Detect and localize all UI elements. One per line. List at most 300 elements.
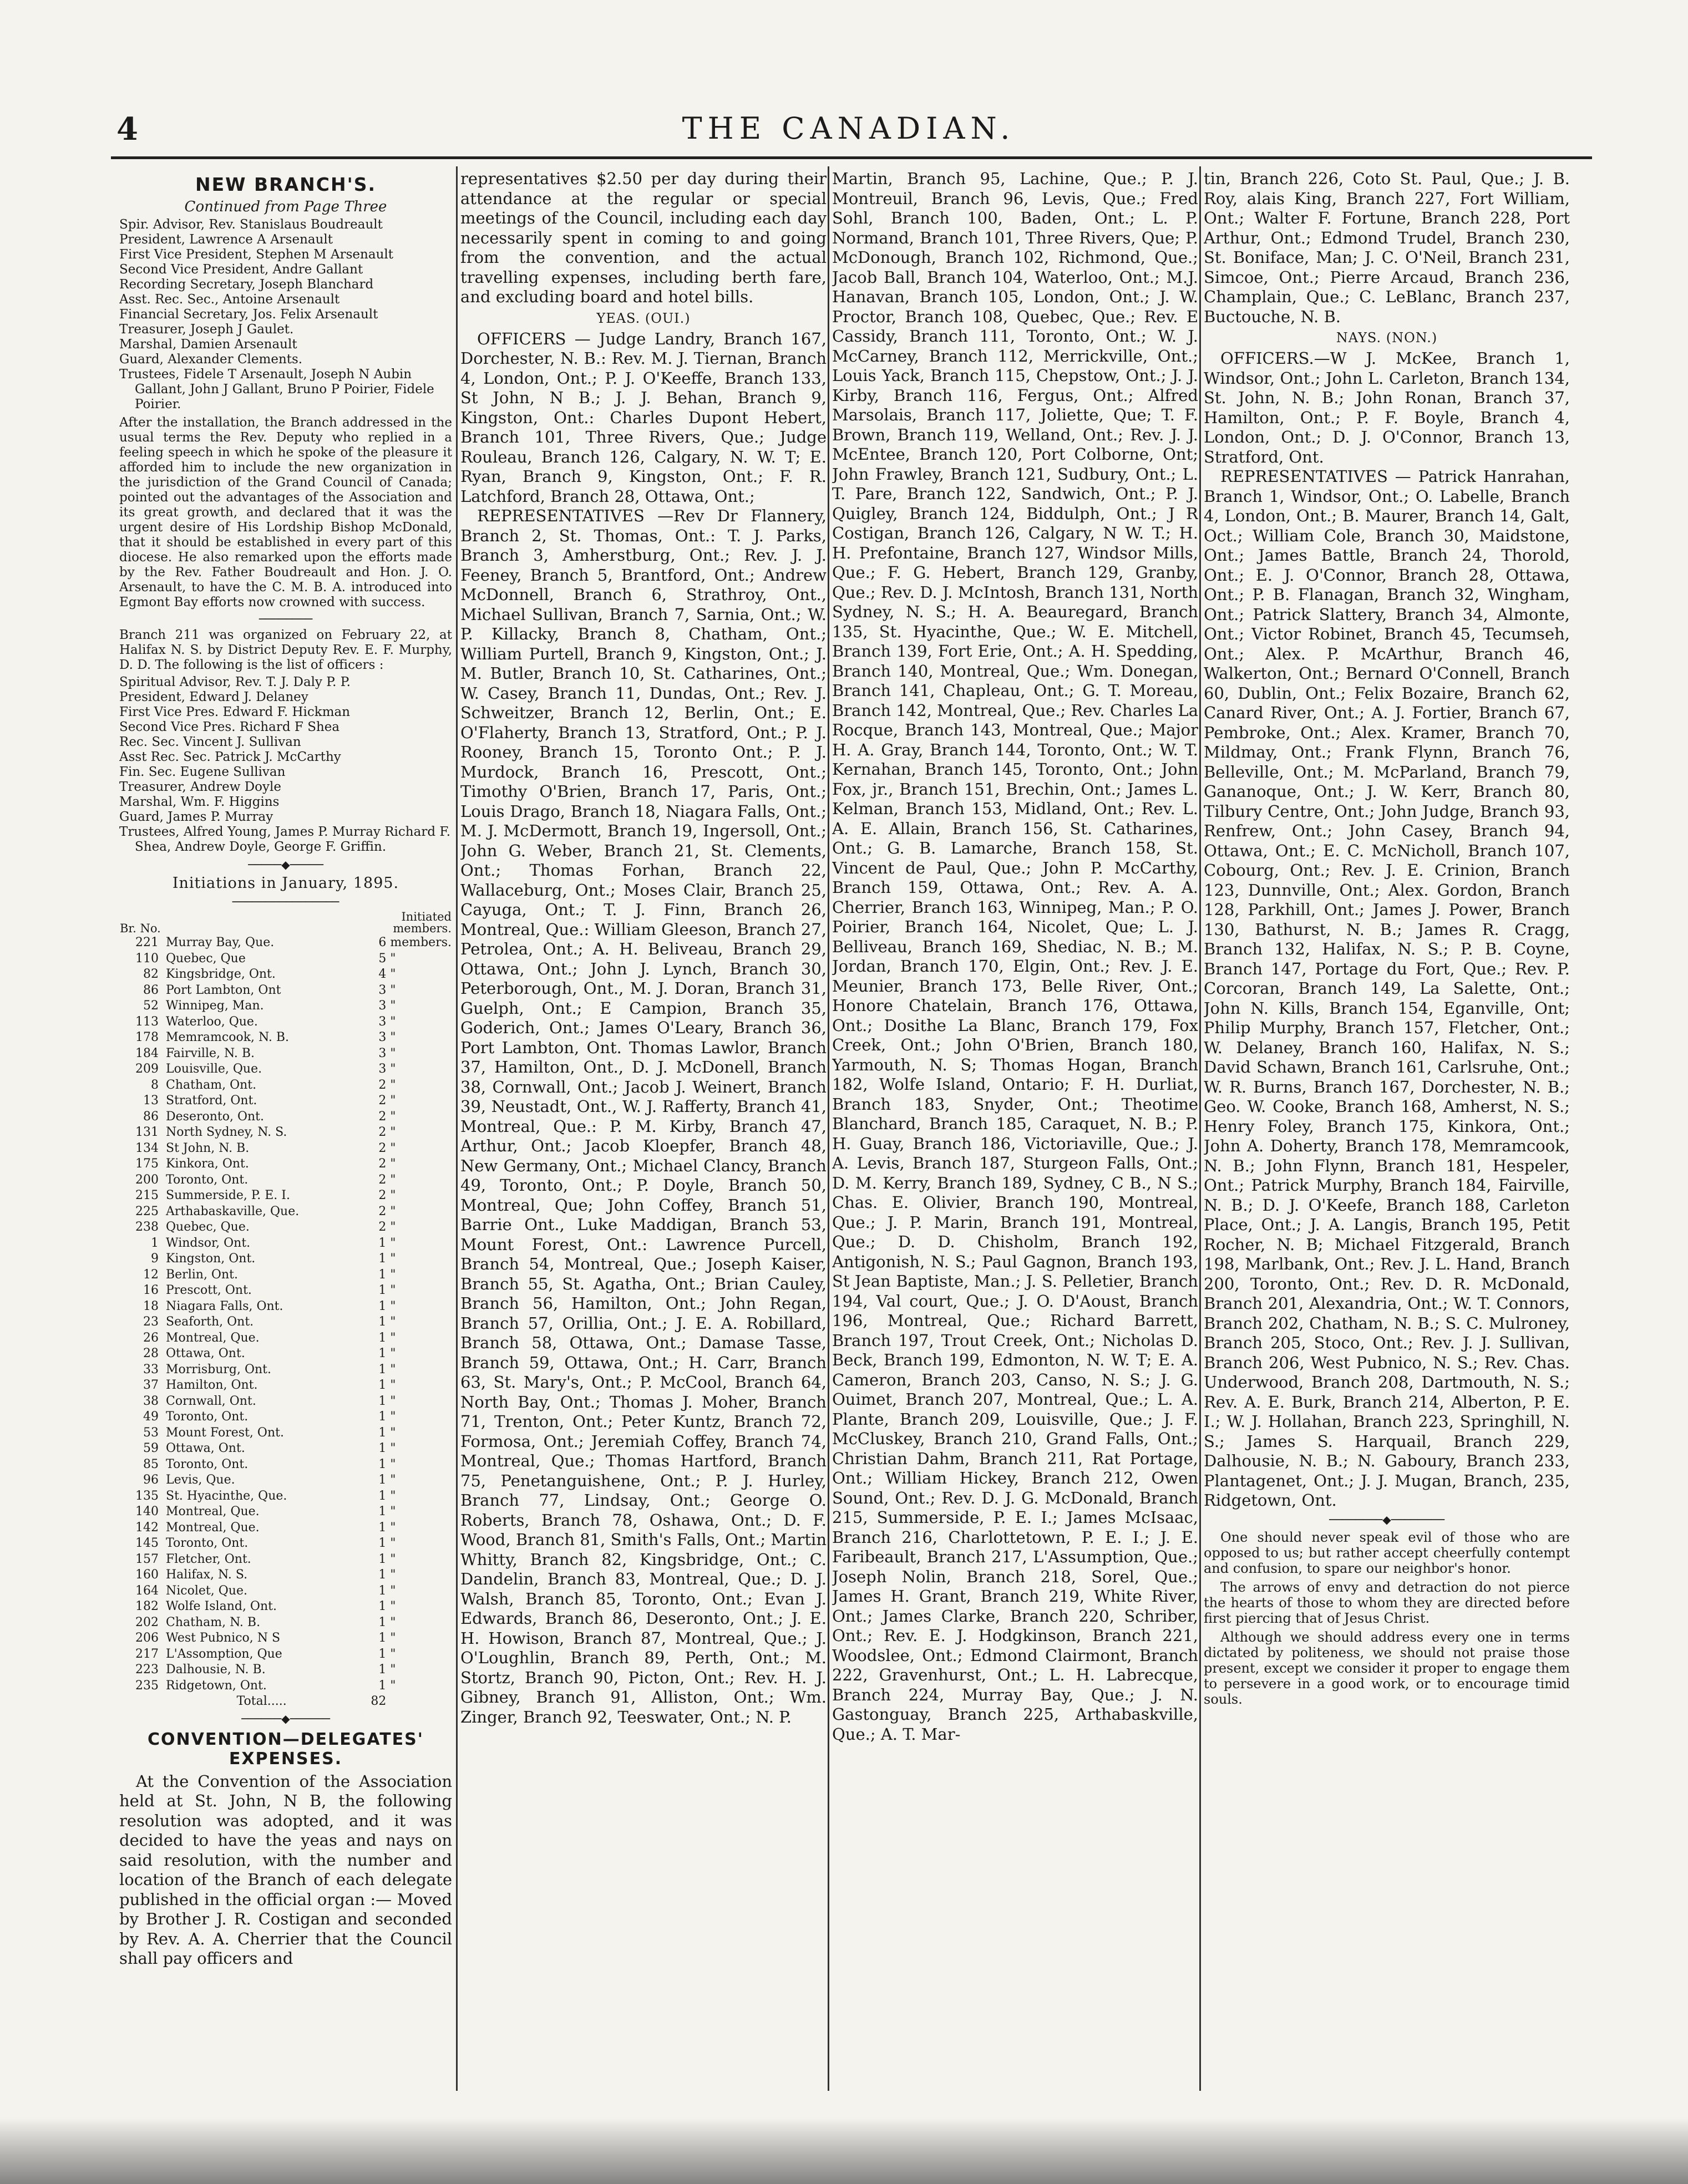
branch-location: North Sydney, N. S. — [166, 1125, 287, 1139]
branch-number: 82 — [143, 967, 159, 981]
total-value: 82 — [371, 1694, 387, 1708]
branch-number: 28 — [143, 1347, 159, 1360]
initiated-count: 1 — [378, 1631, 387, 1645]
count-unit: " — [390, 1157, 396, 1171]
total-label: Total..... — [236, 1694, 287, 1708]
initiated-count: 4 — [378, 967, 387, 981]
count-unit: " — [390, 1330, 396, 1345]
branch-number: 59 — [143, 1441, 159, 1455]
branch-number: 178 — [135, 1030, 159, 1044]
branch-number: 202 — [135, 1615, 159, 1629]
officer-entry: Spir. Advisor, Rev. Stanislaus Boudreault — [119, 217, 383, 232]
officer-entry: Asst Rec. Sec. Patrick J. McCarthy — [119, 750, 341, 764]
table-row — [119, 1647, 452, 1663]
table-row — [119, 1425, 452, 1441]
new-branches-heading: NEW BRANCH'S. — [195, 174, 376, 195]
branch-number: 26 — [143, 1330, 159, 1345]
branch-location: Dalhousie, N. B. — [166, 1663, 266, 1677]
branch-location: Quebec, Que — [166, 951, 246, 966]
initiated-count: 1 — [378, 1347, 387, 1360]
count-unit: " — [390, 1583, 396, 1598]
yeas-representatives-end: tin, Branch 226, Coto St. Paul, Que.; J. B. Roy, alais King, Branch 227, Fort William, Ont.; Walter F. Fortune, Branch 228, Port Arthur, Ont.; Edmond Trudel, Branch 230, St. Boniface, Man; J. C. O'Neil, Branch 231, Simcoe, Ont.; Pierre Arcaud, Branch 236, Champlain, Que.; C. LeBlanc, Branch 237, Buctouche, N. B. — [1204, 169, 1570, 326]
table-row — [119, 998, 452, 1014]
branch-number: 1 — [151, 1236, 159, 1250]
yeas-representatives: REPRESENTATIVES —Rev Dr Flannery, Branch 2, St. Thomas, Ont.: T. J. Parks, Branch 3, Amherstburg, Ont.; Rev. J. J. Feeney, Branch 5, Brantford, Ont.; Andrew McDonnell, Branch 6, Strathroy, Ont., Michael Sullivan, Branch 7, Sarnia, Ont.; W. P. Killacky, Branch 8, Chatham, Ont.; William Purtell, Branch 9, Kingston, Ont.; J. M. Butler, Branch 10, St. Catharines, Ont.; W. Casey, Branch 11, Dundas, Ont.; Rev. J. Schweitzer, Branch 12, Berlin, Ont.; E. O'Flaherty, Branch 13, Stratford, Ont.; P. J. Rooney, Branch 15, Toronto Ont.; P. J. Murdock, Branch 16, Prescott, Ont.; Timothy O'Brien, Branch 17, Paris, Ont.; Louis Drago, Branch 18, Niagara Falls, Ont.; M. J. McDermott, Branch 19, Ingersoll, Ont.; John G. Weber, Branch 21, St. Clements, Ont.; Thomas Forhan, Branch 22, Wallaceburg, Ont.; Moses Clair, Branch 25, Cayuga, Ont.; T. J. Finn, Branch 26, Montreal, Que.: William Gleeson, Branch 27, Petrolea, Ont.; A. H. Beliveau, Branch 29, Ottawa, Ont.; John J. Lynch, Branch 30, Peterborough, Ont., M. J. Doran, Branch 31, Guelph, Ont.; E Campion, Branch 35, Goderich, Ont.; James O'Leary, Branch 36, Port Lambton, Ont. Thomas Lawlor, Branch 37, Hamilton, Ont., D. J. McDonell, Branch 38, Cornwall, Ont.; Jacob J. Weinert, Branch 39, Neustadt, Ont., W. J. Rafferty, Branch 41, Montreal, Que.: P. M. Kirby, Branch 47, Arthur, Ont.; Jacob Kloepfer, Branch 48, New Germany, Ont.; Michael Clancy, Branch 49, Toronto, Ont.; P. Doyle, Branch 50, Montreal, Que; John Coffey, Branch 51, Barrie Ont., Luke Maddigan, Branch 53, Mount Forest, Ont.: Lawrence Purcell, Branch 54, Montreal, Que.; Joseph Kaiser, Branch 55, St. Agatha, Ont.; Brian Cauley, Branch 56, Hamilton, Ont.; John Regan, Branch 57, Orillia, Ont.; J. E. A. Robillard, Branch 58, Ottawa, Ont.; Damase Tasse, Branch 59, Ottawa, Ont.; H. Carr, Branch 63, St. Mary's, Ont.; P. McCool, Branch 64, North Bay, Ont.; Thomas J. Moher, Branch 71, Trenton, Ont.; Peter Kuntz, Branch 72, Formosa, Ont.; Jeremiah Coffey, Branch 74, Montreal, Que.; Thomas Hartford, Branch 75, Penetanguishene, Ont.; P. J. Hurley, Branch 77, Lindsay, Ont.; George O. Roberts, Branch 78, Oshawa, Ont.; D. F. Wood, Branch 81, Smith's Falls, Ont.; Martin Whitty, Branch 82, Kingsbridge, Ont.; C. Dandelin, Branch 83, Montreal, Que.; D. J. Walsh, Branch 85, Toronto, Ont.; Evan J. Edwards, Branch 86, Deseronto, Ont.; J. E. H. Howison, Branch 87, Montreal, Que.; J. O'Loughlin, Branch 89, Perth, Ont.; M. Stortz, Branch 90, Picton, Ont.; Rev. H. J. Gibney, Branch 91, Alliston, Ont.; Wm. Zinger, Branch 92, Teeswater, Ont.; N. P. — [460, 506, 827, 1726]
branch-location: Levis, Que. — [166, 1473, 235, 1487]
branch-number: 238 — [135, 1220, 159, 1234]
count-unit: " — [390, 1362, 396, 1377]
column-divider — [828, 166, 829, 2091]
table-row — [119, 1472, 452, 1489]
count-unit: " — [390, 1505, 396, 1518]
branch-location: Stratford, Ont. — [166, 1094, 257, 1108]
table-row — [119, 1299, 452, 1315]
initiated-count: 1 — [378, 1678, 387, 1693]
initiated-count: 1 — [378, 1552, 387, 1566]
initiated-count: 1 — [378, 1473, 387, 1487]
branch-number: 113 — [135, 1014, 159, 1029]
count-unit: " — [390, 1141, 396, 1155]
initiated-count: 1 — [378, 1394, 387, 1408]
table-row — [119, 1599, 452, 1615]
count-unit: " — [390, 1615, 396, 1629]
table-row — [119, 1583, 452, 1599]
table-row — [119, 1394, 452, 1410]
branch-number: 86 — [143, 1109, 159, 1124]
initiated-count: 2 — [378, 1172, 387, 1187]
branch-number: 52 — [143, 999, 159, 1013]
yeas-representatives-continued: Martin, Branch 95, Lachine, Que.; P. J. Montreuil, Branch 96, Levis, Que.; Fred Sohl, Branch 100, Baden, Ont.; L. P. Normand, Branch 101, Three Rivers, Que; P. McDonough, Branch 102, Richmond, Que.; Jacob Ball, Branch 104, Waterloo, Ont.; M.J. Hanavan, Branch 105, London, Ont.; J. W. Proctor, Branch 108, Quebec, Que.; Rev. E Cassidy, Branch 111, Toronto, Ont.; W. J. McCarney, Branch 112, Merrickville, Ont.; Louis Yack, Branch 115, Chepstow, Ont.; J. J. Kirby, Branch 116, Fergus, Ont.; Alfred Marsolais, Branch 117, Joliette, Que; T. F. Brown, Branch 119, Welland, Ont.; Rev. J. J. McEntee, Branch 120, Port Colborne, Ont; John Frawley, Branch 121, Sudbury, Ont.; L. T. Pare, Branch 122, Sandwich, Ont.; P. J. Quigley, Branch 124, Biddulph, Ont.; J R Costigan, Branch 126, Calgary, N W. T.; H. H. Prefontaine, Branch 127, Windsor Mills, Que.; F. G. Hebert, Branch 129, Granby, Que.; Rev. D. J. McIntosh, Branch 131, North Sydney, N. S.; H. A. Beauregard, Branch 135, St. Hyacinthe, Que.; W. E. Mitchell, Branch 139, Fort Erie, Ont.; A. H. Spedding, Branch 140, Montreal, Que.; Wm. Donegan, Branch 141, Chapleau, Ont.; G. T. Moreau, Branch 142, Montreal, Que.; Rev. Charles La Rocque, Branch 143, Montreal, Que.; Major H. A. Gray, Branch 144, Toronto, Ont.; W. T. Kernahan, Branch 145, Toronto, Ont.; John Fox, jr., Branch 151, Brechin, Ont.; James L. Kelman, Branch 153, Midland, Ont.; Rev. L. A. E. Allain, Branch 156, St. Catharines, Ont.; G. B. Lamarche, Branch 158, St. Vincent de Paul, Que.; John P. McCarthy, Branch 159, Ottawa, Ont.; Rev. A. A. Cherrier, Branch 163, Winnipeg, Man.; P. O. Poirier, Branch 164, Nicolet, Que; L. J. Belliveau, Branch 169, Shediac, N. B.; M. Jordan, Branch 170, Elgin, Ont.; Rev. J. E. Meunier, Branch 173, Belle River, Ont.; Honore Chatelain, Branch 176, Ottawa, Ont.; Dosithe La Blanc, Branch 179, Fox Creek, Ont.; John O'Brien, Branch 180, Yarmouth, N. S; Thomas Hogan, Branch 182, Wolfe Island, Ontario; F. H. Durliat, Branch 183, Snyder, Ont.; Theotime Blanchard, Branch 185, Caraquet, N. B.; P. H. Guay, Branch 186, Victoriaville, Que.; J. A. Levis, Branch 187, Sturgeon Falls, Ont.; D. M. Kerry, Branch 189, Sydney, C B., N S.; Chas. E. Olivier, Branch 190, Montreal, Que.; J. P. Marin, Branch 191, Montreal, Que.; D. D. Chisholm, Branch 192, Antigonish, N. S.; Paul Gagnon, Branch 193, St Jean Baptiste, Man.; J. S. Pelletier, Branch 194, Val court, Que.; J. O. D'Aoust, Branch 196, Montreal, Que.; Richard Barrett, Branch 197, Trout Creek, Ont.; Nicholas D. Beck, Branch 199, Edmonton, N. W. T; E. A. Cameron, Branch 203, Canso, N. S.; J. G. Ouimet, Branch 207, Montreal, Que.; L. A. Plante, Branch 209, Louisville, Que.; J. F. McCluskey, Branch 210, Grand Falls, Ont.; Christian Dahm, Branch 211, Rat Portage, Ont.; William Hickey, Branch 212, Owen Sound, Ont.; Rev. D. J. G. McDonald, Branch 215, Summerside, P. E. I.; James McIsaac, Branch 216, Charlottetown, P. E. I.; J. E. Faribeault, Branch 217, L'Assumption, Que.; Joseph Nolin, Branch 218, Sorel, Que.; James H. Grant, Branch 219, White River, Ont.; James Clarke, Branch 220, Schriber, Ont.; Rev. E. J. Hodgkinson, Branch 221, Woodslee, Ont.; Edmond Clairmont, Branch 222, Gravenhurst, Ont.; L. H. Labrecque, Branch 224, Murray Bay, Que.; J. N. Gastonguay, Branch 225, Arthabaskville, Que.; A. T. Mar- — [832, 169, 1198, 1744]
count-unit: " — [390, 1678, 396, 1693]
table-row — [119, 1061, 452, 1078]
count-unit: " — [390, 1220, 396, 1234]
branch-location: Kinkora, Ont. — [166, 1157, 249, 1171]
branch-number: 206 — [135, 1631, 159, 1645]
separator: ────────◆──────── — [1329, 1512, 1445, 1526]
branch-location: Ottawa, Ont. — [166, 1347, 245, 1360]
initiated-count: 1 — [378, 1283, 387, 1297]
table-row — [119, 1536, 452, 1552]
branch-location: Fairville, N. B. — [166, 1046, 255, 1060]
officer-entry: Trustees, Fidele T Arsenault, Joseph N Aubin Gallant, John J Gallant, Bruno P Poirier, Fidele Poirier. — [119, 367, 434, 412]
initiated-count: 2 — [378, 1094, 387, 1108]
table-row — [119, 1457, 452, 1473]
count-unit: members. — [390, 936, 452, 949]
initiated-count: 1 — [378, 1615, 387, 1629]
count-unit: " — [390, 1172, 396, 1187]
table-row — [119, 1078, 452, 1094]
convention-text: At the Convention of the Association held at St. John, N B, the following resolution was adopted, and it was decided to have the yeas and nays on said resolution, with the number and location of the Branch of each delegate published in the official organ :— Moved by Brother J. R. Costigan and seconded by Rev. A. A. Cherrier that the Council shall pay officers and — [119, 1771, 452, 1968]
count-unit: " — [390, 1252, 396, 1266]
header-rule — [111, 156, 1592, 159]
count-unit: " — [390, 1125, 396, 1139]
branch-location: Kingston, Ont. — [166, 1252, 256, 1266]
branch-number: 175 — [135, 1157, 159, 1171]
branch-location: Memramcook, N. B. — [166, 1030, 290, 1044]
branch-number: 221 — [135, 936, 159, 949]
branch-location: Murray Bay, Que. — [166, 936, 275, 949]
count-unit: " — [390, 967, 396, 981]
branch-location: Montreal, Que. — [166, 1505, 260, 1518]
branch-number: 164 — [135, 1583, 159, 1598]
initiated-count: 1 — [378, 1362, 387, 1377]
initiated-count: 1 — [378, 1425, 387, 1440]
branch-number: 182 — [135, 1599, 159, 1613]
branch-number: 225 — [135, 1204, 159, 1218]
yeas-officers: OFFICERS — Judge Landry, Branch 167, Dorchester, N. B.: Rev. M. J. Tiernan, Branch 4, London, Ont.; P. J. O'Keeffe, Branch 133, St John, N B.; J. J. Behan, Branch 9, Kingston, Ont.: Charles Dupont Hebert, Branch 101, Three Rivers, Que.; Judge Rouleau, Branch 126, Calgary, N. W. T; E. Ryan, Branch 9, Kingston, Ont.; F. R. Latchford, Branch 28, Ottawa, Ont.; — [460, 329, 827, 506]
branch-location: Prescott, Ont. — [166, 1283, 252, 1297]
separator: ──────── — [258, 612, 313, 626]
count-unit: " — [390, 999, 396, 1013]
yeas-heading: YEAS. (OUI.) — [596, 310, 691, 326]
table-row — [119, 1552, 452, 1568]
branch-number: 13 — [143, 1094, 159, 1108]
separator: ──────────────── — [232, 895, 339, 908]
branch-location: Kingsbridge, Ont. — [166, 967, 276, 981]
branch-location: Wolfe Island, Ont. — [166, 1599, 277, 1613]
branch-location: Halifax, N. S. — [166, 1568, 248, 1582]
branch-number: 134 — [135, 1141, 159, 1155]
count-unit: " — [390, 1599, 396, 1613]
branch-location: Toronto, Ont. — [166, 1410, 249, 1424]
initiated-count: 1 — [378, 1520, 387, 1535]
branch-location: St. Hyacinthe, Que. — [166, 1489, 287, 1503]
initiated-count: 1 — [378, 1536, 387, 1550]
table-row — [119, 1220, 452, 1236]
count-unit: " — [390, 1299, 396, 1313]
count-unit: " — [390, 983, 396, 997]
branch-number: 235 — [135, 1678, 159, 1693]
branch-number: 223 — [135, 1663, 159, 1677]
initiated-count: 1 — [378, 1568, 387, 1582]
branch-number: 131 — [135, 1125, 159, 1139]
count-unit: " — [390, 1441, 396, 1455]
table-row — [119, 1283, 452, 1299]
initiated-count: 1 — [378, 1599, 387, 1613]
branch-number: 135 — [135, 1489, 159, 1503]
branch-location: Niagara Falls, Ont. — [166, 1299, 283, 1313]
count-unit: " — [390, 1489, 396, 1503]
initiated-count: 3 — [378, 983, 387, 997]
count-unit: " — [390, 1062, 396, 1076]
branch-number: 140 — [135, 1505, 159, 1518]
column-1 — [119, 169, 452, 2088]
branch-location: Morrisburg, Ont. — [166, 1362, 272, 1377]
initiated-count: 2 — [378, 1125, 387, 1139]
branch-location: Chatham, N. B. — [166, 1615, 261, 1629]
initiated-count: 1 — [378, 1505, 387, 1518]
initiated-count: 2 — [378, 1204, 387, 1218]
branch-number: 184 — [135, 1046, 159, 1060]
table-row — [119, 1567, 452, 1583]
initiated-count: 3 — [378, 1014, 387, 1029]
initiated-count: 1 — [378, 1457, 387, 1471]
branch-location: Winnipeg, Man. — [166, 999, 264, 1013]
officer-entry: Financial Secretary, Jos. Felix Arsenault — [119, 307, 378, 322]
table-row — [119, 1662, 452, 1678]
officer-entry: President, Edward J. Delaney — [119, 690, 308, 704]
branch-location: Seaforth, Ont. — [166, 1315, 254, 1329]
count-unit: " — [390, 1204, 396, 1218]
column-header-initiated: Initiated members. — [393, 910, 452, 935]
table-row — [119, 1141, 452, 1157]
table-row — [119, 1409, 452, 1425]
page-number: 4 — [116, 111, 138, 148]
branch-location: Hamilton, Ont. — [166, 1378, 258, 1392]
initiated-count: 3 — [378, 1062, 387, 1076]
count-unit: " — [390, 1457, 396, 1471]
branch-location: Fletcher, Ont. — [166, 1552, 251, 1566]
count-unit: " — [390, 1188, 396, 1202]
branch-number: 49 — [143, 1410, 159, 1424]
table-row — [119, 1631, 452, 1647]
initiations-table — [119, 911, 452, 1710]
column-3 — [832, 169, 1198, 2088]
branch-location: Windsor, Ont. — [166, 1236, 251, 1250]
branch-number: 215 — [135, 1188, 159, 1202]
table-row — [119, 1251, 452, 1267]
initiated-count: 1 — [378, 1236, 387, 1250]
column-divider — [1199, 166, 1201, 2091]
branch-location: Chatham, Ont. — [166, 1078, 257, 1092]
branch-number: 53 — [143, 1425, 159, 1440]
count-unit: " — [390, 1267, 396, 1282]
table-row — [119, 1362, 452, 1378]
table-row — [119, 1489, 452, 1505]
table-row — [119, 1267, 452, 1283]
branch-number: 23 — [143, 1315, 159, 1329]
table-row — [119, 1156, 452, 1172]
count-unit: " — [390, 1347, 396, 1360]
separator: ──────◆────── — [241, 1711, 330, 1725]
column-2 — [460, 169, 827, 2088]
count-unit: " — [390, 951, 396, 966]
branch-number: 18 — [143, 1299, 159, 1313]
officer-entry: Guard, James P. Murray — [119, 810, 273, 824]
initiated-count: 5 — [378, 951, 387, 966]
count-unit: " — [390, 1378, 396, 1392]
branch-number: 142 — [135, 1520, 159, 1535]
officer-entry: Recording Secretary, Joseph Blanchard — [119, 277, 374, 292]
branch-location: Ridgetown, Ont. — [166, 1678, 267, 1693]
page-header — [111, 111, 1586, 150]
initiated-count: 1 — [378, 1252, 387, 1266]
branch-number: 12 — [143, 1267, 159, 1282]
table-row — [119, 1125, 452, 1141]
branch-location: Waterloo, Que. — [166, 1014, 258, 1029]
officer-entry: President, Lawrence A Arsenault — [119, 232, 333, 247]
branch-number: 217 — [135, 1647, 159, 1661]
branch-location: Berlin, Ont. — [166, 1267, 238, 1282]
nays-officers: OFFICERS.—W J. McKee, Branch 1, Windsor, Ont.; John L. Carleton, Branch 134, St. John, N. B.; John Ronan, Branch 37, Hamilton, Ont.; P. F. Boyle, Branch 4, London, Ont.; D. J. O'Connor, Branch 13, Stratford, Ont. — [1204, 349, 1570, 466]
branch-number: 110 — [135, 951, 159, 966]
initiated-count: 2 — [378, 1078, 387, 1092]
table-row — [119, 1504, 452, 1520]
initiated-count: 1 — [378, 1330, 387, 1345]
table-row — [119, 1441, 452, 1457]
count-unit: " — [390, 1520, 396, 1535]
initiated-count: 2 — [378, 1109, 387, 1124]
branch-location: Louisville, Que. — [166, 1062, 262, 1076]
branch-location: Quebec, Que. — [166, 1220, 250, 1234]
separator: ─────◆───── — [248, 858, 323, 871]
count-unit: " — [390, 1410, 396, 1424]
branch-location: Cornwall, Ont. — [166, 1394, 256, 1408]
branch-number: 9 — [151, 1252, 159, 1266]
table-row — [119, 967, 452, 983]
quote: One should never speak evil of those who are opposed to us; but rather accept cheerfully contempt and confusion, to spare our neighbor's honor. — [1204, 1529, 1570, 1576]
table-row — [119, 1520, 452, 1536]
count-unit: " — [390, 1014, 396, 1029]
count-unit: " — [390, 1647, 396, 1661]
officer-entry: Treasurer, Andrew Doyle — [119, 780, 281, 794]
continued-note: Continued from Page Three — [184, 199, 387, 215]
table-row — [119, 1236, 452, 1252]
branch-location: Deseronto, Ont. — [166, 1109, 265, 1124]
branch-location: Montreal, Que. — [166, 1520, 260, 1535]
table-row — [119, 1378, 452, 1394]
count-unit: " — [390, 1473, 396, 1487]
table-row — [119, 935, 452, 951]
officers-list — [119, 675, 452, 855]
count-unit: " — [390, 1552, 396, 1566]
column-header-branch: Br. No. — [120, 922, 161, 935]
quote: The arrows of envy and detraction do not pierce the hearts of those to whom they are directed before first piercing that of Jesus Christ. — [1204, 1579, 1570, 1626]
officer-entry: Second Vice President, Andre Gallant — [119, 262, 363, 277]
count-unit: " — [390, 1030, 396, 1044]
branch-location: West Pubnico, N S — [166, 1631, 281, 1645]
count-unit: " — [390, 1425, 396, 1440]
initiated-count: 6 — [378, 936, 387, 949]
branch-location: Nicolet, Que. — [166, 1583, 247, 1598]
branch-location: Arthabaskaville, Que. — [166, 1204, 300, 1218]
initiated-count: 3 — [378, 1030, 387, 1044]
initiations-heading: Initiations in January, 1895. — [172, 875, 399, 892]
count-unit: " — [390, 1236, 396, 1250]
branch-location: Toronto, Ont. — [166, 1172, 249, 1187]
initiated-count: 2 — [378, 1157, 387, 1171]
branch-number: 96 — [143, 1473, 159, 1487]
table-row — [119, 951, 452, 967]
officer-entry: Marshal, Wm. F. Higgins — [119, 795, 280, 809]
branch-number: 38 — [143, 1394, 159, 1408]
branch-number: 37 — [143, 1378, 159, 1392]
table-row — [119, 1046, 452, 1062]
table-row — [119, 1188, 452, 1204]
branch-number: 33 — [143, 1362, 159, 1377]
table-row — [119, 1615, 452, 1631]
officer-entry: Second Vice Pres. Richard F Shea — [119, 720, 340, 734]
officer-entry: Spiritual Advisor, Rev. T. J. Daly P. P. — [119, 675, 351, 689]
branch-location: Summerside, P. E. I. — [166, 1188, 290, 1202]
branch-number: 16 — [143, 1283, 159, 1297]
resolution-text: representatives $2.50 per day during their attendance at the regular or special meetings of the Council, including each day necessarily spent in coming to and going from the convention, and the actual travelling expenses, including berth fare, and excluding board and hotel bills. — [460, 169, 827, 306]
branch-number: 157 — [135, 1552, 159, 1566]
initiated-count: 1 — [378, 1315, 387, 1329]
table-row — [119, 1109, 452, 1125]
initiated-count: 1 — [378, 1583, 387, 1598]
table-row — [119, 1172, 452, 1188]
officer-entry: Fin. Sec. Eugene Sullivan — [119, 765, 286, 779]
officer-entry: Guard, Alexander Clements. — [119, 352, 303, 367]
count-unit: " — [390, 1078, 396, 1092]
count-unit: " — [390, 1283, 396, 1297]
initiated-count: 2 — [378, 1220, 387, 1234]
branch-location: Toronto, Ont. — [166, 1536, 249, 1550]
count-unit: " — [390, 1663, 396, 1677]
quote: Although we should address every one in terms dictated by politeness, we should not praise those present, except we consider it proper to engage them to persevere in a good work, or to encourage timid souls. — [1204, 1629, 1570, 1707]
table-row — [119, 1014, 452, 1030]
branch-number: 145 — [135, 1536, 159, 1550]
officer-entry: Asst. Rec. Sec., Antoine Arsenault — [119, 292, 340, 307]
branch-location: Montreal, Que. — [166, 1330, 260, 1345]
initiated-count: 1 — [378, 1378, 387, 1392]
initiated-count: 3 — [378, 1046, 387, 1060]
branch-location: Toronto, Ont. — [166, 1457, 249, 1471]
branch-location: L'Assomption, Que — [166, 1647, 282, 1661]
nays-heading: NAYS. (NON.) — [1336, 330, 1438, 346]
officer-entry: Rec. Sec. Vincent J. Sullivan — [119, 735, 301, 749]
page-edge-shading — [0, 2117, 1688, 2184]
officer-entry: Trustees, Alfred Young, James P. Murray Richard F. Shea, Andrew Doyle, George F. Griffin. — [119, 825, 451, 854]
count-unit: " — [390, 1109, 396, 1124]
officer-entry: Marshal, Damien Arsenault — [119, 337, 297, 352]
branch-211-paragraph: Branch 211 was organized on February 22, at Halifax N. S. by District Deputy Rev. E. F. Murphy, D. D. The following is the list of officers : — [119, 628, 452, 672]
table-row — [119, 983, 452, 999]
branch-location: Port Lambton, Ont — [166, 983, 281, 997]
initiated-count: 1 — [378, 1647, 387, 1661]
count-unit: " — [390, 1536, 396, 1550]
officer-entry: First Vice President, Stephen M Arsenault — [119, 247, 393, 262]
initiated-count: 1 — [378, 1299, 387, 1313]
officer-entry: Treasurer, Joseph J Gaulet. — [119, 322, 294, 337]
officers-list — [119, 217, 452, 412]
initiated-count: 1 — [378, 1441, 387, 1455]
count-unit: " — [390, 1094, 396, 1108]
branch-number: 85 — [143, 1457, 159, 1471]
table-row — [119, 1314, 452, 1330]
table-row — [119, 1204, 452, 1220]
initiated-count: 1 — [378, 1267, 387, 1282]
branch-location: Mount Forest, Ont. — [166, 1425, 284, 1440]
branch-number: 86 — [143, 983, 159, 997]
table-row — [119, 1678, 452, 1694]
branch-location: Ottawa, Ont. — [166, 1441, 245, 1455]
initiated-count: 1 — [378, 1663, 387, 1677]
initiated-count: 1 — [378, 1410, 387, 1424]
column-divider — [456, 166, 458, 2091]
branch-location: St John, N. B. — [166, 1141, 250, 1155]
table-row — [119, 1030, 452, 1046]
officer-entry: First Vice Pres. Edward F. Hickman — [119, 705, 351, 719]
initiated-count: 2 — [378, 1188, 387, 1202]
table-row — [119, 1346, 452, 1362]
branch-number: 8 — [151, 1078, 159, 1092]
initiated-count: 2 — [378, 1141, 387, 1155]
initiated-count: 1 — [378, 1489, 387, 1503]
branch-number: 209 — [135, 1062, 159, 1076]
column-4 — [1204, 169, 1570, 2088]
count-unit: " — [390, 1046, 396, 1060]
table-row — [119, 1093, 452, 1109]
count-unit: " — [390, 1315, 396, 1329]
nays-representatives: REPRESENTATIVES — Patrick Hanrahan, Branch 1, Windsor, Ont.; O. Labelle, Branch 4, London, Ont.; B. Maurer, Branch 14, Galt, Oct.; William Cole, Branch 30, Maidstone, Ont.; James Battle, Branch 24, Thorold, Ont.; E. J. O'Connor, Branch 28, Ottawa, Ont.; P. B. Flanagan, Branch 32, Wingham, Ont.; Patrick Slattery, Branch 34, Almonte, Ont.; Victor Robinet, Branch 45, Tecumseh, Ont.; Alex. P. McArthur, Branch 46, Walkerton, Ont.; Bernard O'Connell, Branch 60, Dublin, Ont.; Felix Bozaire, Branch 62, Canard River, Ont.; A. J. Fortier, Branch 67, Pembroke, Ont.; Alex. Kramer, Branch 70, Mildmay, Ont.; Frank Flynn, Branch 76, Belleville, Ont.; M. McParland, Branch 79, Gananoque, Ont.; J. W. Kerr, Branch 80, Tilbury Centre, Ont.; John Judge, Branch 93, Renfrew, Ont.; John Casey, Branch 94, Ottawa, Ont.; E. C. McNicholl, Branch 107, Cobourg, Ont.; Rev. J. E. Crinion, Branch 123, Dunnville, Ont.; Alex. Gordon, Branch 128, Parkhill, Ont.; James J. Power, Branch 130, Bathurst, N. B.; James R. Cragg, Branch 132, Halifax, N. S.; P. B. Coyne, Branch 147, Portage du Fort, Que.; Rev. P. Corcoran, Branch 149, La Salette, Ont.; John N. Kills, Branch 154, Eganville, Ont; Philip Murphy, Branch 157, Fletcher, Ont.; W. Delaney, Branch 160, Halifax, N. S.; David Schawn, Branch 161, Carlsruhe, Ont.; W. R. Burns, Branch 167, Dorchester, N. B.; Geo. W. Cooke, Branch 168, Amherst, N. S.; Henry Foley, Branch 175, Kinkora, Ont.; John A. Doherty, Branch 178, Memramcook, N. B.; John Flynn, Branch 181, Hespeler, Ont.; Patrick Murphy, Branch 184, Fairville, N. B.; D. J. O'Keefe, Branch 188, Carleton Place, Ont.; J. A. Langis, Branch 195, Petit Rocher, N. B; Michael Fitzgerald, Branch 198, Marlbank, Ont.; Rev. J. L. Hand, Branch 200, Toronto, Ont.; Rev. D. R. McDonald, Branch 201, Alexandria, Ont.; W. T. Connors, Branch 202, Chatham, N. B.; S. C. Mulroney, Branch 205, Stoco, Ont.; Rev. J. J. Sullivan, Branch 206, West Pubnico, N. S.; Rev. Chas. Underwood, Branch 208, Dartmouth, N. S.; Rev. A. E. Burk, Branch 214, Alberton, P. E. I.; W. J. Hollahan, Branch 223, Springhill, N. S.; James S. Harquail, Branch 229, Dalhousie, N. B.; N. Gaboury, Branch 233, Plantagenet, Ont.; J. J. Mugan, Branch, 235, Ridgetown, Ont. — [1204, 467, 1570, 1510]
branch-number: 160 — [135, 1568, 159, 1582]
convention-heading: CONVENTION—DELEGATES' EXPENSES. — [148, 1729, 424, 1769]
table-row — [119, 1330, 452, 1347]
count-unit: " — [390, 1394, 396, 1408]
count-unit: " — [390, 1631, 396, 1645]
